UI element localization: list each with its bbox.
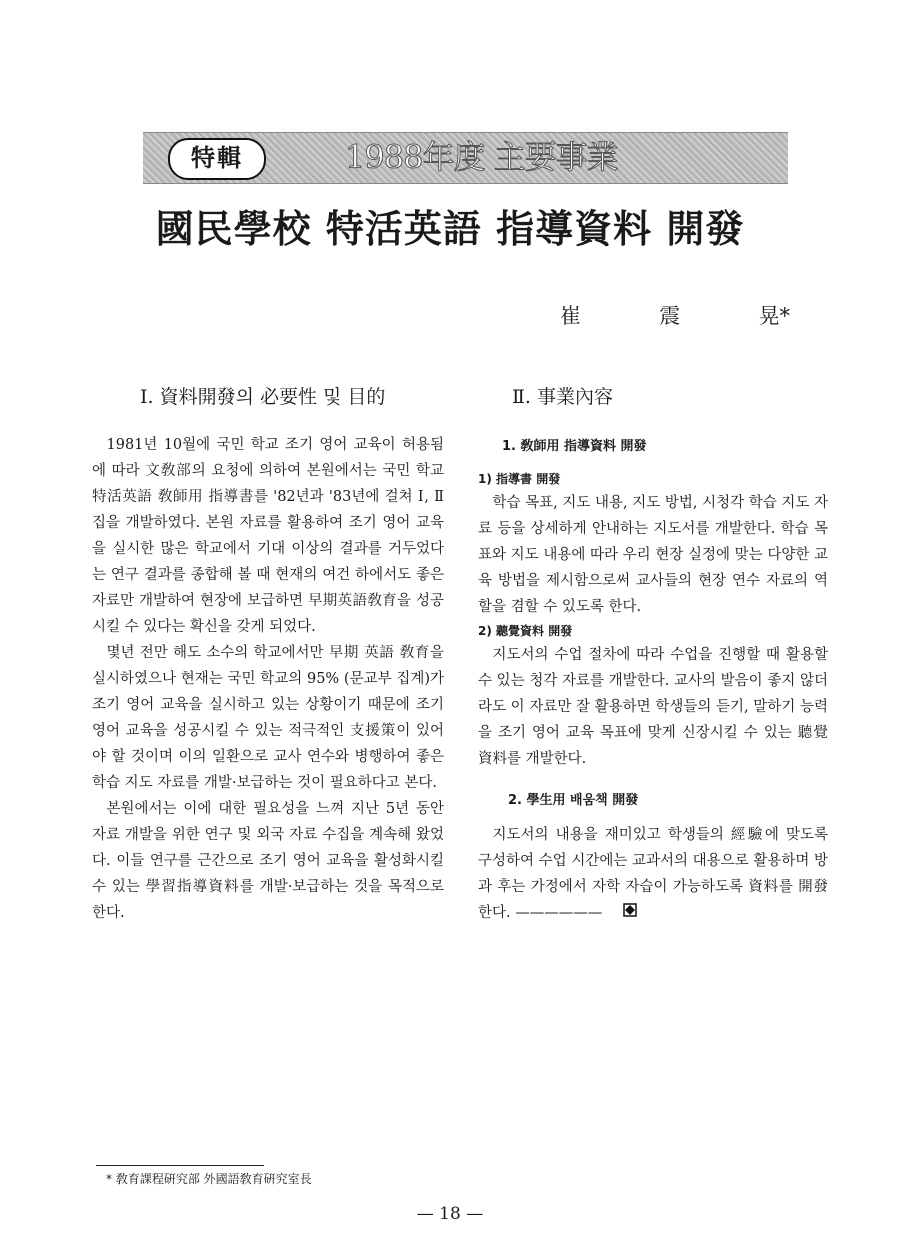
author-name: [560, 300, 790, 330]
banner-title: 1988年度 主要事業: [345, 138, 618, 176]
right-column: [478, 434, 828, 926]
section-2-heading: Ⅱ. 事業內容: [512, 386, 613, 408]
paragraph: 1981년 10월에 국민 학교 조기 영어 교육이 허용됨에 따라 文敎部의 요청에 의하여 본원에서는 국민 학교 特活英語 敎師用 指導書를 '82년과 '83년에 걸쳐 Ⅰ, Ⅱ집을 개발하였다. 본원 자료를 활용하여 조기 영어 교육을 실시한 많은 학교에서 기대 이상의 결과를 거두었다는 연구 결과를 종합해 볼 때 현재의 여건 하에서도 좋은 자료만 개발하여 현장에 보급하면 早期英語敎育을 성공시킬 수 있다는 확신을 갖게 되었다.: [92, 437, 444, 635]
footnote: * 敎育課程硏究部 外國語敎育硏究室長: [106, 1172, 312, 1186]
paragraph: 몇년 전만 해도 소수의 학교에서만 早期 英語 敎育을 실시하였으나 현재는 국민 학교의 95% (문교부 집계)가 조기 영어 교육을 실시하고 있는 상황이기 때문에 조기 영어 교육을 성공시킬 수 있는 적극적인 支援策이 있어야 할 것이며 이의 일환으로 교사 연수와 병행하여 좋은 학습 지도 자료를 개발·보급하는 것이 필요하다고 본다.: [92, 645, 444, 791]
subsection-1-heading: 1. 敎師用 指導資料 開發: [502, 439, 647, 454]
paragraph: 학습 목표, 지도 내용, 지도 방법, 시청각 학습 지도 자료 등을 상세하게 안내하는 지도서를 개발한다. 학습 목표와 지도 내용에 따라 우리 현장 실정에 맞는 다양한 교육 방법을 제시함으로써 교사들의 현장 연수 자료의 역할을 겸할 수 있도록 한다.: [478, 495, 828, 615]
end-mark-icon: [608, 900, 637, 926]
author-char: 震: [659, 304, 681, 328]
paragraph: 본원에서는 이에 대한 필요성을 느껴 지난 5년 동안 자료 개발을 위한 연구 및 외국 자료 수집을 계속해 왔었다. 이들 연구를 근간으로 조기 영어 교육을 활성화시킬 수 있는 學習指導資料를 개발·보급하는 것을 목적으로 한다.: [92, 801, 444, 921]
page-number: — 18 —: [416, 1204, 484, 1224]
item-1-heading: 1) 指導書 開發: [478, 472, 561, 486]
item-2-heading: 2) 聽覺資料 開發: [478, 624, 573, 638]
left-column: [92, 432, 444, 926]
author-char: 晃*: [758, 304, 790, 328]
footnote-rule: [96, 1165, 264, 1166]
banner-tag: 特輯: [168, 138, 266, 180]
author-char: 崔: [560, 304, 581, 328]
paragraph: 지도서의 수업 절차에 따라 수업을 진행할 때 활용할 수 있는 청각 자료를 개발한다. 교사의 발음이 좋지 않더라도 이 자료만 잘 활용하면 학생들의 듣기, 말하기 능력을 조기 영어 교육 목표에 맞게 신장시킬 수 있는 聽覺資料를 개발한다.: [478, 647, 828, 767]
article-title: 國民學校 特活英語 指導資料 開發: [155, 206, 745, 251]
paragraph: 지도서의 내용을 재미있고 학생들의 經驗에 맞도록 구성하여 수업 시간에는 교과서의 대용으로 활용하며 방과 후는 가정에서 자학 자습이 가능하도록 資料를 開發한다. ——————: [478, 827, 828, 921]
subsection-2-heading: 2. 學生用 배움책 開發: [508, 793, 639, 808]
section-1-heading: Ⅰ. 資料開發의 必要性 및 目的: [140, 386, 386, 408]
